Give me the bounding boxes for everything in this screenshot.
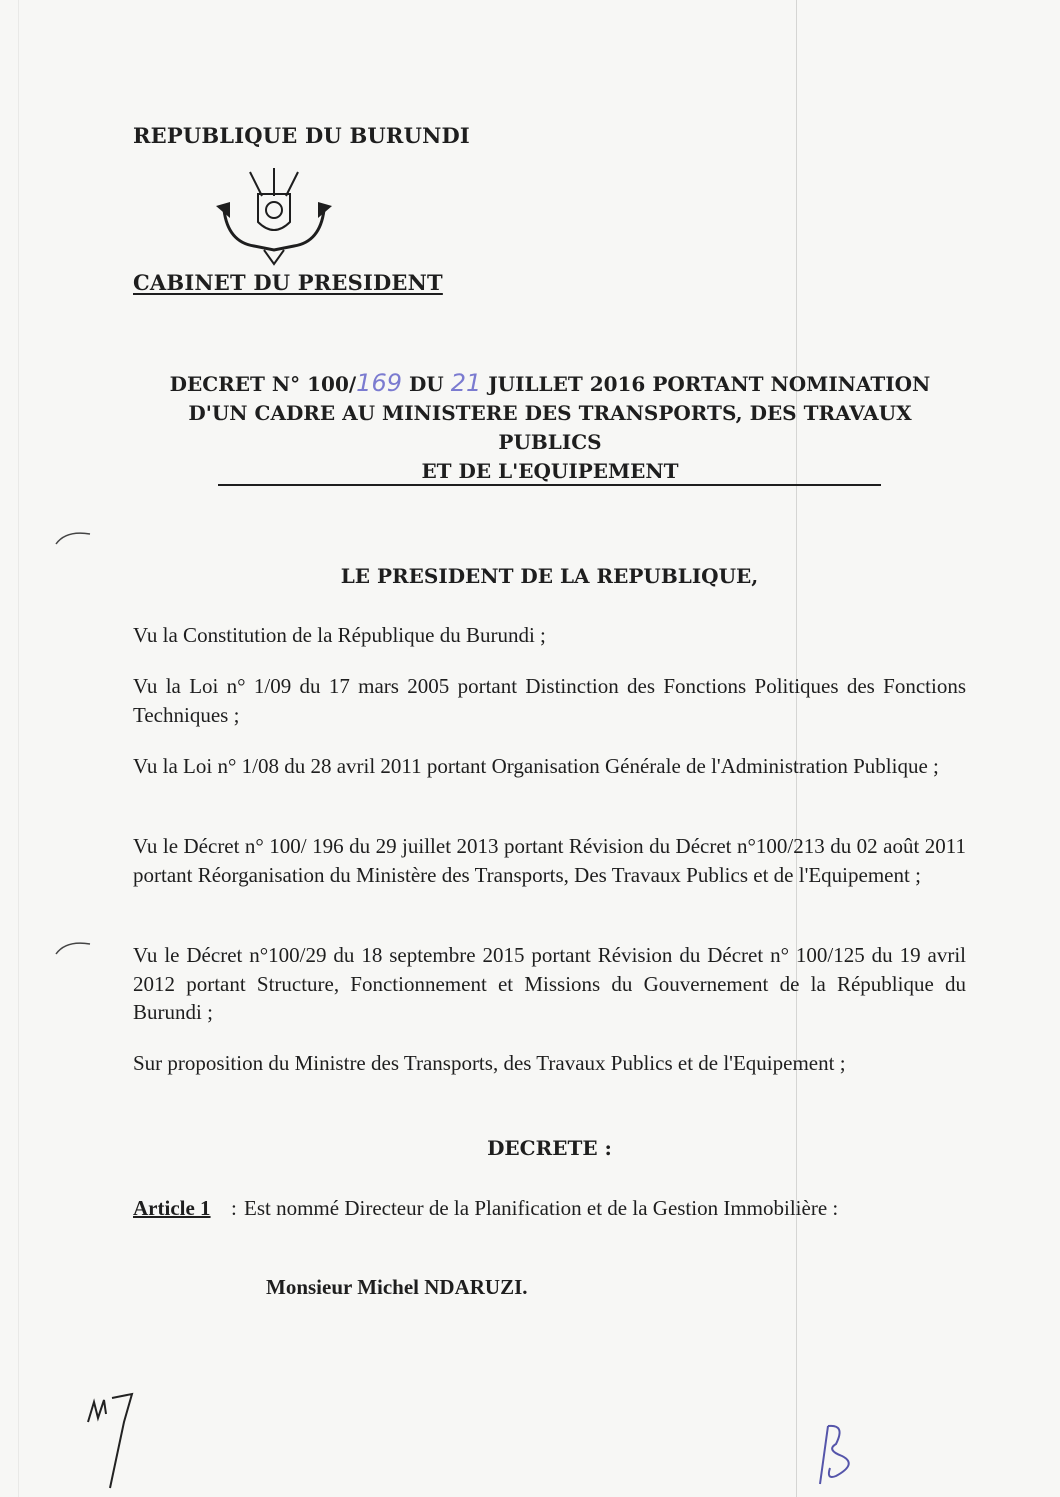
punch-hole-mark [54,528,94,548]
article-1-colon: : [231,1196,237,1220]
consideration-4: Vu le Décret n° 100/ 196 du 29 juillet 2013 portant Révision du Décret n°100/213 du 02 août 2011 portant Réorganisation du Ministère des Transports, Des Travaux Publics et de l'Equipement ; [133,834,966,887]
consideration-3: Vu la Loi n° 1/08 du 28 avril 2011 portant Organisation Générale de l'Administration Publique ; [133,754,939,778]
coat-of-arms-icon [214,166,334,270]
consideration-5: Vu le Décret n°100/29 du 18 septembre 2015 portant Révision du Décret n° 100/125 du 19 avril 2012 portant Structure, Fonctionnement et Missions du Gouvernement de la République du Burundi ; [133,943,966,1024]
decree-title [140,369,960,486]
article-1-text: Est nommé Directeur de la Planification et de la Gestion Immobilière : [244,1196,839,1220]
initials-signature-right [806,1420,866,1490]
title-line-2: D'UN CADRE AU MINISTERE DES TRANSPORTS, DES TRAVAUX PUBLICS [188,401,912,454]
initials-signature-left [84,1392,144,1492]
consideration-6: Sur proposition du Ministre des Transports, des Travaux Publics et de l'Equipement ; [133,1051,846,1075]
scan-fold-line [796,0,797,1497]
article-1-label: Article 1 [133,1196,211,1220]
consideration-2: Vu la Loi n° 1/09 du 17 mars 2005 portant Distinction des Fonctions Politiques des Fonctions Techniques ; [133,674,966,727]
consideration-1: Vu la Constitution de la République du Burundi ; [133,623,546,647]
country-header: REPUBLIQUE DU BURUNDI [133,123,470,148]
decrete-heading: DECRETE : [487,1136,612,1160]
appointee-name: Monsieur Michel NDARUZI. [266,1275,528,1299]
handwritten-day: 21 [450,369,482,397]
title-divider [218,484,881,486]
title-line-1: DECRET N° 100/169 DU 21 JUILLET 2016 PORTANT NOMINATION [169,369,931,397]
president-heading: LE PRESIDENT DE LA REPUBLIQUE, [340,564,759,588]
handwritten-decree-number: 169 [356,369,402,397]
title-line-3: ET DE L'EQUIPEMENT [421,459,679,483]
punch-hole-mark [54,938,94,958]
scan-fold-line [18,0,19,1497]
cabinet-header: CABINET DU PRESIDENT [133,270,443,295]
